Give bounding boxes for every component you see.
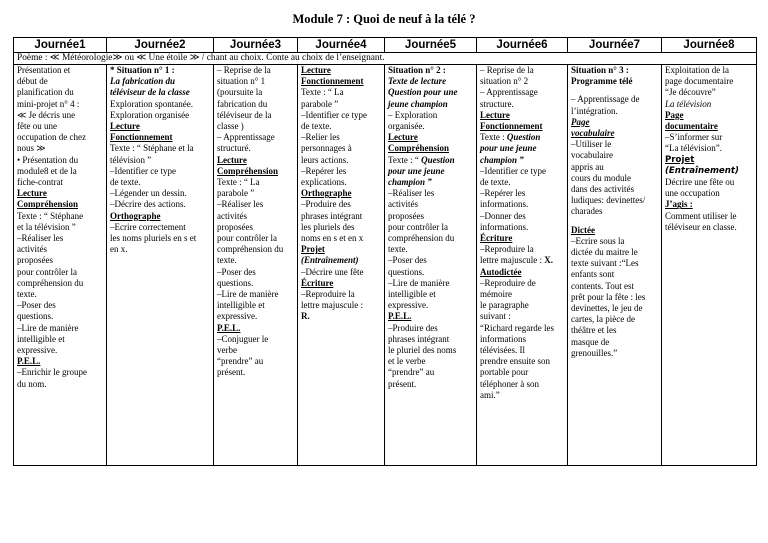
cell-line: Autodictée: [480, 266, 522, 277]
cell-line: masque de: [571, 336, 610, 347]
cell-line: de texte.: [301, 121, 332, 132]
cell-line: – Apprentissage de: [571, 94, 640, 105]
cell-line: téléviseur en classe.: [665, 221, 737, 232]
cell-line: –Poser des: [217, 266, 256, 277]
cell-line: charades: [571, 206, 603, 217]
cell-line: Lecture: [17, 188, 47, 199]
cell-line: enfants sont: [571, 269, 615, 280]
header-day-8: Journée8: [662, 38, 757, 53]
cell-line: –S’informer sur: [665, 132, 723, 143]
day-8-content: [662, 65, 757, 466]
cell-line: appris au: [571, 161, 604, 172]
cell-line: dans des activités: [571, 184, 634, 195]
cell-line: La télévision: [665, 98, 712, 109]
cell-line: Projet: [665, 154, 695, 165]
cell-line: Situation n° 2 :: [388, 65, 446, 75]
cell-line: vocabulaire: [571, 150, 613, 161]
cell-line: texte suivant :“Les: [571, 258, 639, 269]
cell-line: Exploitation de la: [665, 65, 729, 75]
cell-line: Écriture: [301, 277, 334, 288]
cell-line: Texte de lecture: [388, 76, 447, 87]
cell-line: Texte : “ La: [217, 177, 260, 188]
poem-row: [14, 53, 757, 65]
cell-line: explications.: [301, 177, 347, 188]
cell-line: télévisées. Il: [480, 345, 525, 356]
cell-line: –Réaliser les: [17, 233, 64, 244]
cell-line: • Présentation du: [17, 154, 79, 165]
cell-line: portable pour: [480, 367, 529, 378]
cell-line: [571, 218, 658, 225]
cell-line: “La télévision”.: [665, 143, 722, 154]
cell-line: classe ): [217, 121, 244, 132]
cell-line: Dictée: [571, 224, 595, 235]
cell-line: –Enrichir le groupe: [17, 367, 87, 378]
cell-line: Compréhension: [217, 165, 279, 176]
cell-line: Situation n° 3 :: [571, 65, 629, 75]
cell-line: Écriture: [480, 233, 513, 244]
cell-line: du nom.: [17, 378, 47, 389]
cell-line: intelligible et: [388, 289, 436, 300]
cell-line: le pluriel des noms: [388, 345, 457, 356]
day-5-content: [385, 65, 477, 466]
cell-line: texte.: [388, 244, 408, 255]
header-day-2: Journée2: [107, 38, 214, 53]
cell-line: Fonctionnement: [480, 121, 543, 132]
cell-line: compréhension du: [17, 277, 84, 288]
cell-line: intelligible et: [217, 300, 265, 311]
cell-line: les pluriels des: [301, 221, 355, 232]
cell-line: téléviseur de la classe: [110, 87, 190, 98]
cell-line: occupation de chez: [17, 132, 86, 143]
cell-line: Orthographe: [110, 210, 161, 221]
cell-line: Texte : “ La: [301, 87, 344, 98]
cell-line: structuré.: [217, 143, 251, 154]
cell-line: –Utiliser le: [571, 139, 612, 150]
cell-line: –Identifier ce type: [301, 109, 367, 120]
cell-line: dictée du maitre le: [571, 247, 638, 258]
cell-line: –Décrire des actions.: [110, 199, 186, 210]
cell-line: fabrication du: [217, 98, 268, 109]
cell-line: Programme télé: [571, 76, 633, 87]
cell-line: Lecture: [388, 132, 418, 143]
cell-line: mini-projet n° 4 :: [17, 98, 80, 109]
cell-line: –Produire des: [388, 322, 438, 333]
cell-line: noms en s et en x: [301, 233, 364, 244]
cell-line: situation n° 1: [217, 76, 266, 87]
cell-line: Fonctionnement: [110, 132, 173, 143]
cell-line: ami.”: [480, 389, 500, 400]
cell-line: vocabulaire: [571, 128, 615, 139]
cell-line: activités: [217, 210, 247, 221]
cell-line: Lecture: [217, 154, 247, 165]
cell-line: parabole ”: [301, 98, 339, 109]
cell-line: –Ecrire correctement: [110, 221, 186, 232]
cell-line: organisée.: [388, 121, 425, 132]
cell-line: Projet: [301, 244, 325, 255]
cell-line: mémoire: [480, 289, 512, 300]
cell-line: Exploration organisée: [110, 109, 190, 120]
cell-line: leurs actions.: [301, 154, 349, 165]
cell-line: –Reproduire la: [480, 244, 534, 255]
cell-line: et la télévision ”: [17, 221, 76, 232]
cell-line: jeune champion: [388, 98, 448, 109]
cell-line: Compréhension: [17, 199, 79, 210]
cell-line: documentaire: [665, 121, 718, 132]
cell-line: Texte : “ Question: [388, 154, 455, 165]
header-day-5: Journée5: [385, 38, 477, 53]
cell-line: informations.: [480, 221, 529, 232]
cell-line: théâtre et les: [571, 325, 617, 336]
cell-line: expressive.: [217, 311, 258, 322]
cell-line: compréhension du: [217, 244, 284, 255]
day-7-content: [568, 65, 662, 466]
cell-line: cartes, la pièce de: [571, 314, 635, 325]
cell-line: pour contrôler la: [17, 266, 77, 277]
cell-line: –Lire de manière: [388, 277, 450, 288]
cell-line: début de: [17, 76, 48, 87]
cell-line: –Lire de manière: [217, 289, 279, 300]
cell-line: de texte.: [480, 177, 511, 188]
cell-line: et le verbe: [388, 356, 426, 367]
cell-line: –Repérer les: [480, 188, 526, 199]
cell-line: Question pour une: [388, 87, 458, 98]
cell-line: La fabrication du: [110, 76, 176, 87]
cell-line: Orthographe: [301, 188, 352, 199]
cell-line: –Réaliser les: [217, 199, 264, 210]
cell-line: phrases intégrant: [301, 210, 363, 221]
cell-line: R.: [301, 311, 310, 322]
content-row: [14, 65, 757, 466]
cell-line: informations.: [480, 199, 529, 210]
cell-line: Texte : Question: [480, 132, 541, 143]
cell-line: Décrire une fête ou: [665, 177, 735, 188]
header-day-3: Journée3: [214, 38, 298, 53]
cell-line: –Relier les: [301, 132, 340, 143]
cell-line: de texte.: [110, 177, 141, 188]
cell-line: texte.: [217, 255, 237, 266]
cell-line: [571, 87, 658, 94]
day-6-content: [477, 65, 568, 466]
cell-line: Lecture: [110, 121, 140, 132]
cell-line: télévision ”: [110, 154, 152, 165]
cell-line: présent.: [388, 378, 417, 389]
cell-line: compréhension du: [388, 233, 455, 244]
cell-line: activités: [388, 199, 418, 210]
cell-line: planification du: [17, 87, 74, 98]
cell-line: devinettes, le jeu de: [571, 303, 643, 314]
cell-line: –Identifier ce type: [110, 165, 176, 176]
cell-line: P.E.L.: [217, 322, 241, 333]
cell-line: –Poser des: [388, 255, 427, 266]
cell-line: l’intégration.: [571, 105, 618, 116]
cell-line: (Entraînement): [665, 165, 739, 176]
cell-line: activités: [17, 244, 47, 255]
cell-line: lettre majuscule : X.: [480, 255, 553, 266]
cell-line: prendre ensuite son: [480, 356, 550, 367]
cell-line: pour une jeune: [480, 143, 537, 154]
cell-line: Comment utiliser le: [665, 210, 737, 221]
poem-cell: Poème : ≪ Météorologie≫ ou ≪ Une étoile ≫ / chant au choix. Conte au choix de l’enseignant.: [14, 53, 757, 65]
cell-line: module8 et de la: [17, 165, 77, 176]
cell-line: questions.: [17, 311, 54, 322]
cell-line: situation n° 2: [480, 76, 529, 87]
cell-line: – Reprise de la: [217, 65, 271, 75]
cell-line: prêt pour la fête : les: [571, 291, 646, 302]
cell-line: Texte : “ Stéphane: [17, 210, 84, 221]
day-2-content: [107, 65, 214, 466]
cell-line: – Apprentissage: [480, 87, 538, 98]
cell-line: phrases intégrant: [388, 333, 450, 344]
header-day-6: Journée6: [477, 38, 568, 53]
header-day-4: Journée4: [298, 38, 385, 53]
cell-line: texte.: [17, 289, 37, 300]
cell-line: P.E.L.: [17, 356, 41, 367]
cell-line: expressive.: [388, 300, 429, 311]
cell-line: en x.: [110, 244, 128, 255]
cell-line: intelligible et: [17, 333, 65, 344]
cell-line: Compréhension: [388, 143, 450, 154]
cell-line: Lecture: [480, 109, 510, 120]
cell-line: –Produire des: [301, 199, 351, 210]
cell-line: pour contrôler la: [217, 233, 277, 244]
cell-line: J’agis :: [665, 199, 693, 210]
cell-line: –Donner des: [480, 210, 526, 221]
cell-line: –Décrire une fête: [301, 266, 364, 277]
cell-line: page documentaire: [665, 76, 734, 87]
cell-line: parabole ”: [217, 188, 255, 199]
cell-line: * Situation n° 1 :: [110, 65, 175, 75]
cell-line: –Lire de manière: [17, 322, 79, 333]
cell-line: P.E.L.: [388, 311, 412, 322]
cell-line: Fonctionnement: [301, 76, 364, 87]
cell-line: –Reproduire de: [480, 277, 536, 288]
cell-line: proposées: [217, 221, 253, 232]
cell-line: –Poser des: [17, 300, 56, 311]
cell-line: téléphoner à son: [480, 378, 539, 389]
cell-line: Lecture: [301, 65, 331, 75]
cell-line: informations: [480, 333, 526, 344]
cell-line: les noms pluriels en s et: [110, 233, 197, 244]
cell-line: “prendre” au: [388, 367, 435, 378]
cell-line: grenouilles.”: [571, 347, 618, 358]
cell-line: expressive.: [17, 345, 58, 356]
cell-line: –Reproduire la: [301, 289, 355, 300]
cell-line: questions.: [388, 266, 425, 277]
cell-line: proposées: [17, 255, 53, 266]
cell-line: ludiques: devinettes/: [571, 195, 646, 206]
cell-line: contents. Tout est: [571, 280, 634, 291]
cell-line: suivant :: [480, 311, 511, 322]
cell-line: – Exploration: [388, 109, 438, 120]
cell-line: champion ”: [388, 177, 432, 188]
header-day-7: Journée7: [568, 38, 662, 53]
cell-line: Présentation et: [17, 65, 71, 75]
cell-line: cours du module: [571, 172, 631, 183]
cell-line: proposées: [388, 210, 424, 221]
cell-line: fête ou une: [17, 121, 57, 132]
page-title: Module 7 : Quoi de neuf à la télé ?: [292, 12, 476, 26]
module-schedule-table: [13, 37, 757, 466]
cell-line: personnages à: [301, 143, 352, 154]
cell-line: –Identifier ce type: [480, 165, 546, 176]
cell-line: structure.: [480, 98, 514, 109]
cell-line: “Richard regarde les: [480, 322, 554, 333]
cell-line: présent.: [217, 367, 246, 378]
cell-line: une occupation: [665, 188, 720, 199]
cell-line: Texte : “ Stéphane et la: [110, 143, 194, 154]
cell-line: –Légender un dessin.: [110, 188, 187, 199]
cell-line: –Repérer les: [301, 165, 347, 176]
cell-line: – Reprise de la: [480, 65, 534, 75]
cell-line: (poursuite la: [217, 87, 263, 98]
cell-line: champion ”: [480, 154, 524, 165]
cell-line: – Apprentissage: [217, 132, 275, 143]
cell-line: nous ≫: [17, 143, 46, 154]
cell-line: Page: [571, 116, 590, 127]
day-3-content: [214, 65, 298, 466]
cell-line: téléviseur de la: [217, 109, 272, 120]
cell-line: (Entraînement): [301, 255, 359, 266]
header-row: [14, 38, 757, 53]
cell-line: fiche-contrat: [17, 177, 63, 188]
cell-line: Page: [665, 109, 684, 120]
cell-line: pour contrôler la: [388, 221, 448, 232]
cell-line: Exploration spontanée.: [110, 98, 193, 109]
cell-line: “prendre” au: [217, 356, 264, 367]
cell-line: –Ecrire sous la: [571, 235, 625, 246]
cell-line: le paragraphe: [480, 300, 529, 311]
day-4-content: [298, 65, 385, 466]
header-day-1: Journée1: [14, 38, 107, 53]
cell-line: questions.: [217, 277, 254, 288]
cell-line: –Conjuguer le: [217, 333, 269, 344]
cell-line: ≪ Je décris une: [17, 109, 76, 120]
cell-line: “Je découvre”: [665, 87, 716, 98]
cell-line: pour une jeune: [388, 165, 445, 176]
cell-line: verbe: [217, 345, 237, 356]
day-1-content: [14, 65, 107, 466]
cell-line: lettre majuscule :: [301, 300, 363, 311]
cell-line: –Réaliser les: [388, 188, 435, 199]
